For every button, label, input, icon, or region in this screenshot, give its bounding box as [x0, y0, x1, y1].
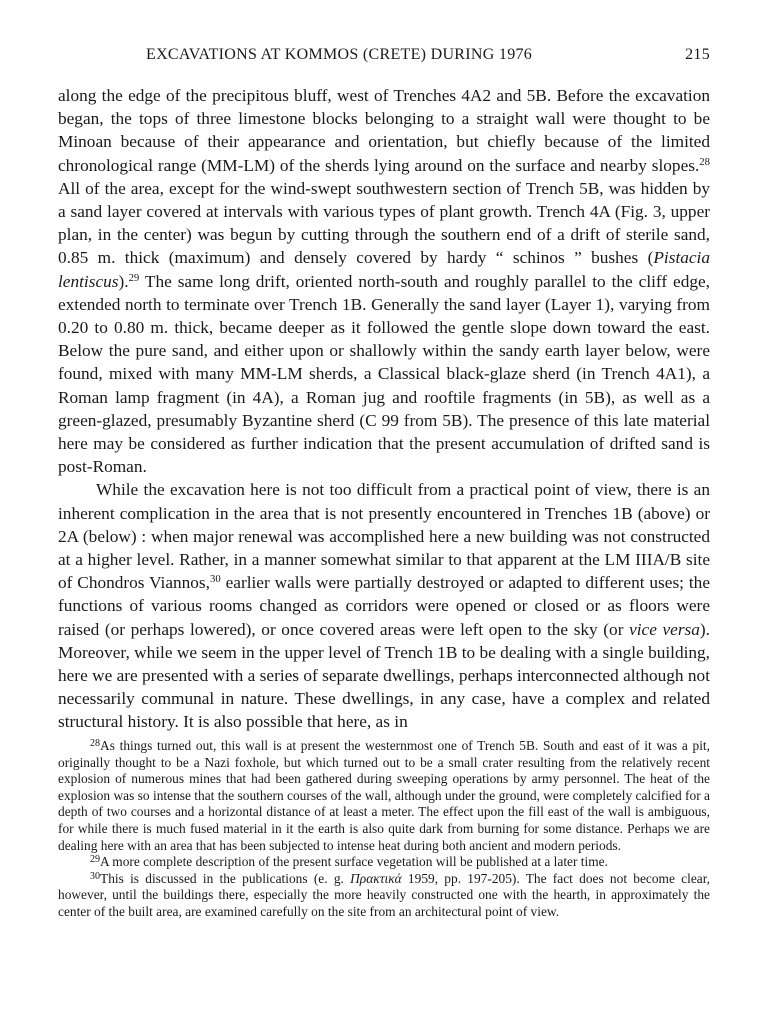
footnote-28-text: As things turned out, this wall is at present the westernmost one of Trench 5B. South and east of it was a pit, originally thought to be a Nazi foxhole, but which turned out to be a small crater resulting from the relatively recent explosion of numerous mines that had been gathered during sweeping operations by army personnel. The heat of the explosion was so intense that the southern courses of the wall, although under the ground, were completely calcified for a depth of two courses and a horizontal distance of at least a meter. The effect upon the fill east of the wall is ambiguous, for while there is much fused material in it the earth is also quite dark from burning for some distance. Perhaps we are dealing here with an area that has been subjected to intense heat during both ancient and modern periods. — [58, 738, 710, 853]
species-name: Pistacia lentiscus — [58, 248, 710, 291]
footnote-29-text: A more complete description of the present surface vegetation will be published at a later time. — [100, 854, 608, 870]
footnote-29 — [58, 854, 710, 871]
footnote-29-number: 29 — [90, 854, 101, 866]
vice-versa-italic: vice versa — [629, 619, 700, 639]
running-head — [58, 46, 710, 68]
footnotes — [58, 738, 710, 921]
paragraph-2 — [58, 478, 710, 733]
main-text — [58, 84, 710, 734]
running-title: EXCAVATIONS AT KOMMOS (CRETE) DURING 1976 — [146, 46, 533, 63]
footnote-ref-29: 29 — [128, 271, 140, 284]
page — [58, 0, 710, 1024]
paragraph-1-text-3: ). — [118, 271, 129, 291]
paragraph-1-text-2: All of the area, except for the wind-swept southwestern section of Trench 5B, was hidden by a sand layer covered at intervals with various types of plant growth. Trench 4A (Fig. 3, upper plan, in the center) was begun by cutting through the southern end of a drift of sterile sand, 0.85 m. thick (maximum) and densely covered by hardy “ schinos ” bushes ( — [58, 178, 710, 268]
paragraph-2-text-2: earlier walls were partially destroyed or adapted to different uses; the functions of various rooms changed as corridors were opened or closed or as floors were raised (or perhaps lowered), or once covered areas were left open to the sky (or — [58, 573, 710, 639]
footnote-28-number: 28 — [90, 737, 101, 749]
footnote-28 — [58, 738, 710, 854]
paragraph-1-text-1: along the edge of the precipitous bluff, west of Trenches 4A2 and 5B. Before the excavation began, the tops of three limestone blocks belonging to a straight wall were thought to be Minoan because of their appearance and orientation, but chiefly because of the limited chronological range (MM-LM) of the sherds lying around on the surface and nearby slopes. — [58, 86, 710, 175]
footnote-30 — [58, 871, 710, 921]
paragraph-1-text-4: The same long drift, oriented north-south and roughly parallel to the cliff edge, extended north to terminate over Trench 1B. Generally the sand layer (Layer 1), varying from 0.20 to 0.80 m. thick, became deeper as it followed the gentle slope down toward the east. Below the pure sand, and either upon or shallowly within the sandy earth layer below, were found, mixed with many MM-LM sherds, a Classical black-glaze sherd (in Trench 4A1), a Roman lamp fragment (in 4A), a Roman jug and rooftile fragments (in 5B), as well as a green-glazed, presumably Byzantine sherd (C 99 from 5B). The presence of this late material here may be considered as further indication that the present accumulation of drifted sand is post-Roman. — [58, 271, 710, 477]
footnote-30-greek-title: Πρακτικά — [350, 870, 402, 886]
footnote-ref-28: 28 — [699, 155, 710, 168]
footnote-30-text-1: This is discussed in the publications (e. g. — [100, 870, 351, 886]
paragraph-2-text-1: While the excavation here is not too difficult from a practical point of view, there is an inherent complication in the area that is not presently encountered in Trenches 1B (above) or 2A (below) : when major renewal was accomplished here a new building was not constructed at a higher level. Rather, in a manner somewhat similar to that apparent at the LM IIIA/B site of Chondros Viannos, — [58, 480, 710, 593]
footnote-30-number: 30 — [90, 870, 101, 882]
page-number: 215 — [685, 46, 710, 63]
paragraph-1 — [58, 84, 710, 478]
paragraph-2-text-3: ). Moreover, while we seem in the upper level of Trench 1B to be dealing with a single building, here we are presented with a series of separate dwellings, perhaps interconnected although not necessarily communal in nature. These dwellings, in any case, have a complex and related structural history. It is also possible that here, as in — [58, 619, 710, 732]
footnote-ref-30: 30 — [209, 573, 221, 586]
footnote-30-text-2: 1959, pp. 197-205). The fact does not become clear, however, until the buildings there, especially the more heavily constructed one with the hearth, in approximately the center of the built area, are examined carefully on the site from an architectural point of view. — [58, 870, 710, 919]
